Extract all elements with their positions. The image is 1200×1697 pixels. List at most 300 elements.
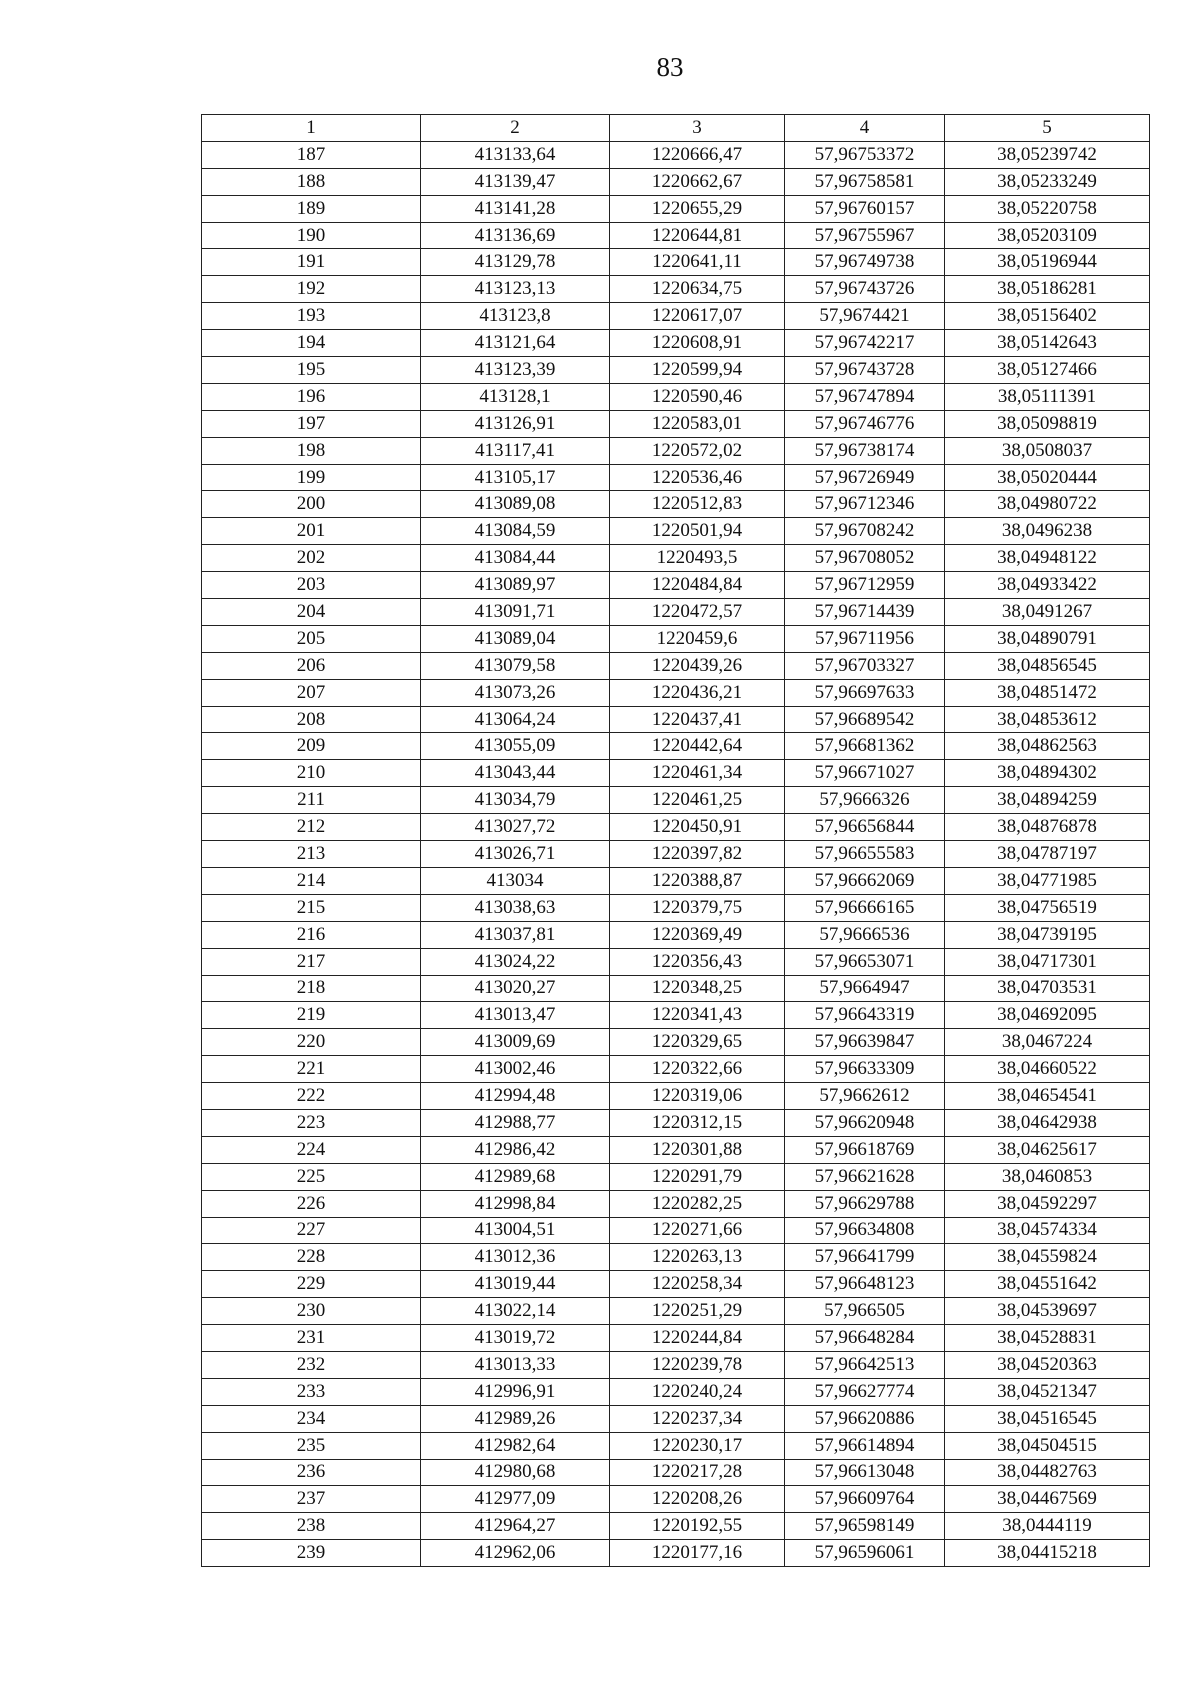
y-coordinate-cell: 1220208,26 — [610, 1486, 785, 1513]
x-coordinate-cell: 413038,63 — [421, 894, 610, 921]
x-coordinate-cell: 413141,28 — [421, 195, 610, 222]
table-row — [202, 1136, 1150, 1163]
x-coordinate-cell: 413084,59 — [421, 518, 610, 545]
point-number-cell: 233 — [202, 1378, 421, 1405]
table-row — [202, 249, 1150, 276]
point-number-cell: 225 — [202, 1163, 421, 1190]
y-coordinate-cell: 1220379,75 — [610, 894, 785, 921]
table-row — [202, 1351, 1150, 1378]
x-coordinate-cell: 413089,97 — [421, 572, 610, 599]
y-coordinate-cell: 1220230,17 — [610, 1432, 785, 1459]
longitude-cell: 38,05233249 — [945, 168, 1150, 195]
point-number-cell: 203 — [202, 572, 421, 599]
y-coordinate-cell: 1220644,81 — [610, 222, 785, 249]
column-header: 2 — [421, 115, 610, 142]
table-row — [202, 222, 1150, 249]
y-coordinate-cell: 1220271,66 — [610, 1217, 785, 1244]
table-row — [202, 733, 1150, 760]
latitude-cell: 57,96627774 — [785, 1378, 945, 1405]
y-coordinate-cell: 1220240,24 — [610, 1378, 785, 1405]
latitude-cell: 57,96609764 — [785, 1486, 945, 1513]
latitude-cell: 57,96614894 — [785, 1432, 945, 1459]
latitude-cell: 57,96639847 — [785, 1029, 945, 1056]
y-coordinate-cell: 1220662,67 — [610, 168, 785, 195]
x-coordinate-cell: 412988,77 — [421, 1109, 610, 1136]
point-number-cell: 223 — [202, 1109, 421, 1136]
table-row — [202, 625, 1150, 652]
point-number-cell: 229 — [202, 1271, 421, 1298]
point-number-cell: 234 — [202, 1405, 421, 1432]
latitude-cell: 57,96648284 — [785, 1325, 945, 1352]
point-number-cell: 204 — [202, 599, 421, 626]
table-row — [202, 1244, 1150, 1271]
longitude-cell: 38,0491267 — [945, 599, 1150, 626]
latitude-cell: 57,96641799 — [785, 1244, 945, 1271]
x-coordinate-cell: 413139,47 — [421, 168, 610, 195]
y-coordinate-cell: 1220251,29 — [610, 1298, 785, 1325]
longitude-cell: 38,05020444 — [945, 464, 1150, 491]
latitude-cell: 57,966505 — [785, 1298, 945, 1325]
x-coordinate-cell: 413020,27 — [421, 975, 610, 1002]
table-row — [202, 841, 1150, 868]
table-row — [202, 679, 1150, 706]
point-number-cell: 214 — [202, 867, 421, 894]
coordinates-table — [201, 114, 1150, 1567]
longitude-cell: 38,04642938 — [945, 1109, 1150, 1136]
y-coordinate-cell: 1220472,57 — [610, 599, 785, 626]
x-coordinate-cell: 413117,41 — [421, 437, 610, 464]
table-row — [202, 410, 1150, 437]
x-coordinate-cell: 413121,64 — [421, 330, 610, 357]
latitude-cell: 57,96703327 — [785, 652, 945, 679]
point-number-cell: 220 — [202, 1029, 421, 1056]
column-header: 1 — [202, 115, 421, 142]
longitude-cell: 38,04853612 — [945, 706, 1150, 733]
point-number-cell: 197 — [202, 410, 421, 437]
table-row — [202, 867, 1150, 894]
x-coordinate-cell: 413055,09 — [421, 733, 610, 760]
table-row — [202, 330, 1150, 357]
point-number-cell: 222 — [202, 1083, 421, 1110]
longitude-cell: 38,04482763 — [945, 1459, 1150, 1486]
y-coordinate-cell: 1220536,46 — [610, 464, 785, 491]
point-number-cell: 210 — [202, 760, 421, 787]
longitude-cell: 38,04559824 — [945, 1244, 1150, 1271]
x-coordinate-cell: 412986,42 — [421, 1136, 610, 1163]
x-coordinate-cell: 412980,68 — [421, 1459, 610, 1486]
latitude-cell: 57,96613048 — [785, 1459, 945, 1486]
longitude-cell: 38,04890791 — [945, 625, 1150, 652]
longitude-cell: 38,04415218 — [945, 1540, 1150, 1567]
table-row — [202, 1190, 1150, 1217]
table-row — [202, 168, 1150, 195]
latitude-cell: 57,96743726 — [785, 276, 945, 303]
table-row — [202, 814, 1150, 841]
point-number-cell: 218 — [202, 975, 421, 1002]
latitude-cell: 57,96655583 — [785, 841, 945, 868]
y-coordinate-cell: 1220369,49 — [610, 921, 785, 948]
longitude-cell: 38,04516545 — [945, 1405, 1150, 1432]
latitude-cell: 57,96753372 — [785, 141, 945, 168]
y-coordinate-cell: 1220666,47 — [610, 141, 785, 168]
table-row — [202, 975, 1150, 1002]
longitude-cell: 38,04933422 — [945, 572, 1150, 599]
latitude-cell: 57,96726949 — [785, 464, 945, 491]
x-coordinate-cell: 412964,27 — [421, 1513, 610, 1540]
table-row — [202, 652, 1150, 679]
longitude-cell: 38,05098819 — [945, 410, 1150, 437]
longitude-cell: 38,04551642 — [945, 1271, 1150, 1298]
longitude-cell: 38,05142643 — [945, 330, 1150, 357]
y-coordinate-cell: 1220461,34 — [610, 760, 785, 787]
x-coordinate-cell: 413002,46 — [421, 1056, 610, 1083]
longitude-cell: 38,04756519 — [945, 894, 1150, 921]
latitude-cell: 57,9674421 — [785, 303, 945, 330]
point-number-cell: 188 — [202, 168, 421, 195]
y-coordinate-cell: 1220291,79 — [610, 1163, 785, 1190]
y-coordinate-cell: 1220590,46 — [610, 383, 785, 410]
table-row — [202, 303, 1150, 330]
x-coordinate-cell: 413027,72 — [421, 814, 610, 841]
latitude-cell: 57,96653071 — [785, 948, 945, 975]
y-coordinate-cell: 1220397,82 — [610, 841, 785, 868]
longitude-cell: 38,04528831 — [945, 1325, 1150, 1352]
y-coordinate-cell: 1220583,01 — [610, 410, 785, 437]
point-number-cell: 232 — [202, 1351, 421, 1378]
latitude-cell: 57,96629788 — [785, 1190, 945, 1217]
longitude-cell: 38,04894302 — [945, 760, 1150, 787]
y-coordinate-cell: 1220244,84 — [610, 1325, 785, 1352]
table-row — [202, 1083, 1150, 1110]
x-coordinate-cell: 412994,48 — [421, 1083, 610, 1110]
y-coordinate-cell: 1220512,83 — [610, 491, 785, 518]
longitude-cell: 38,04948122 — [945, 545, 1150, 572]
point-number-cell: 216 — [202, 921, 421, 948]
x-coordinate-cell: 413079,58 — [421, 652, 610, 679]
latitude-cell: 57,9664947 — [785, 975, 945, 1002]
latitude-cell: 57,9662612 — [785, 1083, 945, 1110]
x-coordinate-cell: 413026,71 — [421, 841, 610, 868]
longitude-cell: 38,04467569 — [945, 1486, 1150, 1513]
latitude-cell: 57,96749738 — [785, 249, 945, 276]
latitude-cell: 57,96671027 — [785, 760, 945, 787]
x-coordinate-cell: 413105,17 — [421, 464, 610, 491]
longitude-cell: 38,0508037 — [945, 437, 1150, 464]
y-coordinate-cell: 1220329,65 — [610, 1029, 785, 1056]
table-row — [202, 787, 1150, 814]
latitude-cell: 57,96755967 — [785, 222, 945, 249]
latitude-cell: 57,96758581 — [785, 168, 945, 195]
table-row — [202, 1459, 1150, 1486]
table-row — [202, 894, 1150, 921]
longitude-cell: 38,05239742 — [945, 141, 1150, 168]
y-coordinate-cell: 1220341,43 — [610, 1002, 785, 1029]
longitude-cell: 38,04703531 — [945, 975, 1150, 1002]
longitude-cell: 38,0496238 — [945, 518, 1150, 545]
longitude-cell: 38,04856545 — [945, 652, 1150, 679]
point-number-cell: 199 — [202, 464, 421, 491]
table-row — [202, 1540, 1150, 1567]
table-row — [202, 706, 1150, 733]
point-number-cell: 221 — [202, 1056, 421, 1083]
point-number-cell: 213 — [202, 841, 421, 868]
table-row — [202, 1163, 1150, 1190]
point-number-cell: 187 — [202, 141, 421, 168]
table-row — [202, 545, 1150, 572]
x-coordinate-cell: 413034,79 — [421, 787, 610, 814]
point-number-cell: 196 — [202, 383, 421, 410]
x-coordinate-cell: 413073,26 — [421, 679, 610, 706]
longitude-cell: 38,05111391 — [945, 383, 1150, 410]
x-coordinate-cell: 413004,51 — [421, 1217, 610, 1244]
point-number-cell: 224 — [202, 1136, 421, 1163]
y-coordinate-cell: 1220501,94 — [610, 518, 785, 545]
y-coordinate-cell: 1220634,75 — [610, 276, 785, 303]
table-body — [202, 141, 1150, 1566]
longitude-cell: 38,04520363 — [945, 1351, 1150, 1378]
x-coordinate-cell: 413024,22 — [421, 948, 610, 975]
table-row — [202, 518, 1150, 545]
x-coordinate-cell: 413019,72 — [421, 1325, 610, 1352]
y-coordinate-cell: 1220263,13 — [610, 1244, 785, 1271]
point-number-cell: 219 — [202, 1002, 421, 1029]
latitude-cell: 57,96697633 — [785, 679, 945, 706]
x-coordinate-cell: 413064,24 — [421, 706, 610, 733]
point-number-cell: 190 — [202, 222, 421, 249]
table-row — [202, 760, 1150, 787]
x-coordinate-cell: 413013,33 — [421, 1351, 610, 1378]
latitude-cell: 57,96642513 — [785, 1351, 945, 1378]
x-coordinate-cell: 413126,91 — [421, 410, 610, 437]
latitude-cell: 57,96714439 — [785, 599, 945, 626]
table-row — [202, 1271, 1150, 1298]
y-coordinate-cell: 1220356,43 — [610, 948, 785, 975]
y-coordinate-cell: 1220436,21 — [610, 679, 785, 706]
longitude-cell: 38,04660522 — [945, 1056, 1150, 1083]
longitude-cell: 38,04521347 — [945, 1378, 1150, 1405]
longitude-cell: 38,04717301 — [945, 948, 1150, 975]
y-coordinate-cell: 1220437,41 — [610, 706, 785, 733]
y-coordinate-cell: 1220641,11 — [610, 249, 785, 276]
y-coordinate-cell: 1220301,88 — [610, 1136, 785, 1163]
longitude-cell: 38,0467224 — [945, 1029, 1150, 1056]
y-coordinate-cell: 1220655,29 — [610, 195, 785, 222]
point-number-cell: 228 — [202, 1244, 421, 1271]
y-coordinate-cell: 1220608,91 — [610, 330, 785, 357]
table-row — [202, 1432, 1150, 1459]
page-number: 83 — [656, 52, 684, 82]
latitude-cell: 57,96747894 — [785, 383, 945, 410]
point-number-cell: 205 — [202, 625, 421, 652]
point-number-cell: 230 — [202, 1298, 421, 1325]
latitude-cell: 57,96648123 — [785, 1271, 945, 1298]
latitude-cell: 57,96712959 — [785, 572, 945, 599]
point-number-cell: 217 — [202, 948, 421, 975]
y-coordinate-cell: 1220388,87 — [610, 867, 785, 894]
latitude-cell: 57,9666326 — [785, 787, 945, 814]
longitude-cell: 38,04654541 — [945, 1083, 1150, 1110]
latitude-cell: 57,96643319 — [785, 1002, 945, 1029]
latitude-cell: 57,96633309 — [785, 1056, 945, 1083]
longitude-cell: 38,05196944 — [945, 249, 1150, 276]
longitude-cell: 38,04574334 — [945, 1217, 1150, 1244]
x-coordinate-cell: 412996,91 — [421, 1378, 610, 1405]
longitude-cell: 38,05186281 — [945, 276, 1150, 303]
longitude-cell: 38,04504515 — [945, 1432, 1150, 1459]
x-coordinate-cell: 412998,84 — [421, 1190, 610, 1217]
x-coordinate-cell: 413133,64 — [421, 141, 610, 168]
x-coordinate-cell: 413128,1 — [421, 383, 610, 410]
longitude-cell: 38,04851472 — [945, 679, 1150, 706]
x-coordinate-cell: 413123,13 — [421, 276, 610, 303]
point-number-cell: 201 — [202, 518, 421, 545]
table-row — [202, 437, 1150, 464]
latitude-cell: 57,96681362 — [785, 733, 945, 760]
latitude-cell: 57,96656844 — [785, 814, 945, 841]
latitude-cell: 57,96712346 — [785, 491, 945, 518]
latitude-cell: 57,96711956 — [785, 625, 945, 652]
latitude-cell: 57,96746776 — [785, 410, 945, 437]
table-row — [202, 1378, 1150, 1405]
x-coordinate-cell: 413136,69 — [421, 222, 610, 249]
table-row — [202, 1325, 1150, 1352]
latitude-cell: 57,96634808 — [785, 1217, 945, 1244]
x-coordinate-cell: 413129,78 — [421, 249, 610, 276]
point-number-cell: 206 — [202, 652, 421, 679]
point-number-cell: 194 — [202, 330, 421, 357]
table-row — [202, 1513, 1150, 1540]
x-coordinate-cell: 413089,04 — [421, 625, 610, 652]
y-coordinate-cell: 1220177,16 — [610, 1540, 785, 1567]
table-row — [202, 1109, 1150, 1136]
longitude-cell: 38,04592297 — [945, 1190, 1150, 1217]
y-coordinate-cell: 1220572,02 — [610, 437, 785, 464]
column-header: 4 — [785, 115, 945, 142]
y-coordinate-cell: 1220459,6 — [610, 625, 785, 652]
latitude-cell: 57,96708052 — [785, 545, 945, 572]
table-row — [202, 357, 1150, 384]
x-coordinate-cell: 413009,69 — [421, 1029, 610, 1056]
table-row — [202, 599, 1150, 626]
table-row — [202, 276, 1150, 303]
longitude-cell: 38,04980722 — [945, 491, 1150, 518]
x-coordinate-cell: 413043,44 — [421, 760, 610, 787]
y-coordinate-cell: 1220348,25 — [610, 975, 785, 1002]
point-number-cell: 192 — [202, 276, 421, 303]
y-coordinate-cell: 1220493,5 — [610, 545, 785, 572]
x-coordinate-cell: 413123,8 — [421, 303, 610, 330]
table-row — [202, 1029, 1150, 1056]
latitude-cell: 57,96596061 — [785, 1540, 945, 1567]
table-row — [202, 1486, 1150, 1513]
longitude-cell: 38,04862563 — [945, 733, 1150, 760]
point-number-cell: 211 — [202, 787, 421, 814]
table-row — [202, 948, 1150, 975]
latitude-cell: 57,96620948 — [785, 1109, 945, 1136]
longitude-cell: 38,04539697 — [945, 1298, 1150, 1325]
latitude-cell: 57,96760157 — [785, 195, 945, 222]
table-row — [202, 383, 1150, 410]
x-coordinate-cell: 413013,47 — [421, 1002, 610, 1029]
x-coordinate-cell: 412962,06 — [421, 1540, 610, 1567]
y-coordinate-cell: 1220217,28 — [610, 1459, 785, 1486]
y-coordinate-cell: 1220312,15 — [610, 1109, 785, 1136]
longitude-cell: 38,05156402 — [945, 303, 1150, 330]
table-row — [202, 1405, 1150, 1432]
column-header: 5 — [945, 115, 1150, 142]
x-coordinate-cell: 413037,81 — [421, 921, 610, 948]
y-coordinate-cell: 1220282,25 — [610, 1190, 785, 1217]
point-number-cell: 202 — [202, 545, 421, 572]
point-number-cell: 215 — [202, 894, 421, 921]
y-coordinate-cell: 1220599,94 — [610, 357, 785, 384]
latitude-cell: 57,96743728 — [785, 357, 945, 384]
point-number-cell: 238 — [202, 1513, 421, 1540]
y-coordinate-cell: 1220258,34 — [610, 1271, 785, 1298]
x-coordinate-cell: 413091,71 — [421, 599, 610, 626]
y-coordinate-cell: 1220319,06 — [610, 1083, 785, 1110]
x-coordinate-cell: 413084,44 — [421, 545, 610, 572]
longitude-cell: 38,05127466 — [945, 357, 1150, 384]
table-row — [202, 1298, 1150, 1325]
y-coordinate-cell: 1220239,78 — [610, 1351, 785, 1378]
latitude-cell: 57,96738174 — [785, 437, 945, 464]
point-number-cell: 226 — [202, 1190, 421, 1217]
point-number-cell: 237 — [202, 1486, 421, 1513]
y-coordinate-cell: 1220322,66 — [610, 1056, 785, 1083]
x-coordinate-cell: 412977,09 — [421, 1486, 610, 1513]
table-row — [202, 921, 1150, 948]
x-coordinate-cell: 413012,36 — [421, 1244, 610, 1271]
table-header-row — [202, 115, 1150, 142]
latitude-cell: 57,96742217 — [785, 330, 945, 357]
latitude-cell: 57,96618769 — [785, 1136, 945, 1163]
y-coordinate-cell: 1220439,26 — [610, 652, 785, 679]
latitude-cell: 57,96598149 — [785, 1513, 945, 1540]
longitude-cell: 38,04692095 — [945, 1002, 1150, 1029]
longitude-cell: 38,04894259 — [945, 787, 1150, 814]
x-coordinate-cell: 413123,39 — [421, 357, 610, 384]
table-row — [202, 141, 1150, 168]
y-coordinate-cell: 1220484,84 — [610, 572, 785, 599]
y-coordinate-cell: 1220442,64 — [610, 733, 785, 760]
table-row — [202, 572, 1150, 599]
x-coordinate-cell: 413089,08 — [421, 491, 610, 518]
column-header: 3 — [610, 115, 785, 142]
longitude-cell: 38,05220758 — [945, 195, 1150, 222]
x-coordinate-cell: 413022,14 — [421, 1298, 610, 1325]
x-coordinate-cell: 412989,26 — [421, 1405, 610, 1432]
x-coordinate-cell: 412982,64 — [421, 1432, 610, 1459]
y-coordinate-cell: 1220237,34 — [610, 1405, 785, 1432]
table-row — [202, 464, 1150, 491]
point-number-cell: 207 — [202, 679, 421, 706]
point-number-cell: 191 — [202, 249, 421, 276]
point-number-cell: 208 — [202, 706, 421, 733]
table-row — [202, 195, 1150, 222]
point-number-cell: 227 — [202, 1217, 421, 1244]
table-row — [202, 1056, 1150, 1083]
point-number-cell: 212 — [202, 814, 421, 841]
longitude-cell: 38,04625617 — [945, 1136, 1150, 1163]
latitude-cell: 57,96621628 — [785, 1163, 945, 1190]
latitude-cell: 57,96620886 — [785, 1405, 945, 1432]
y-coordinate-cell: 1220192,55 — [610, 1513, 785, 1540]
point-number-cell: 239 — [202, 1540, 421, 1567]
x-coordinate-cell: 413019,44 — [421, 1271, 610, 1298]
point-number-cell: 231 — [202, 1325, 421, 1352]
point-number-cell: 235 — [202, 1432, 421, 1459]
